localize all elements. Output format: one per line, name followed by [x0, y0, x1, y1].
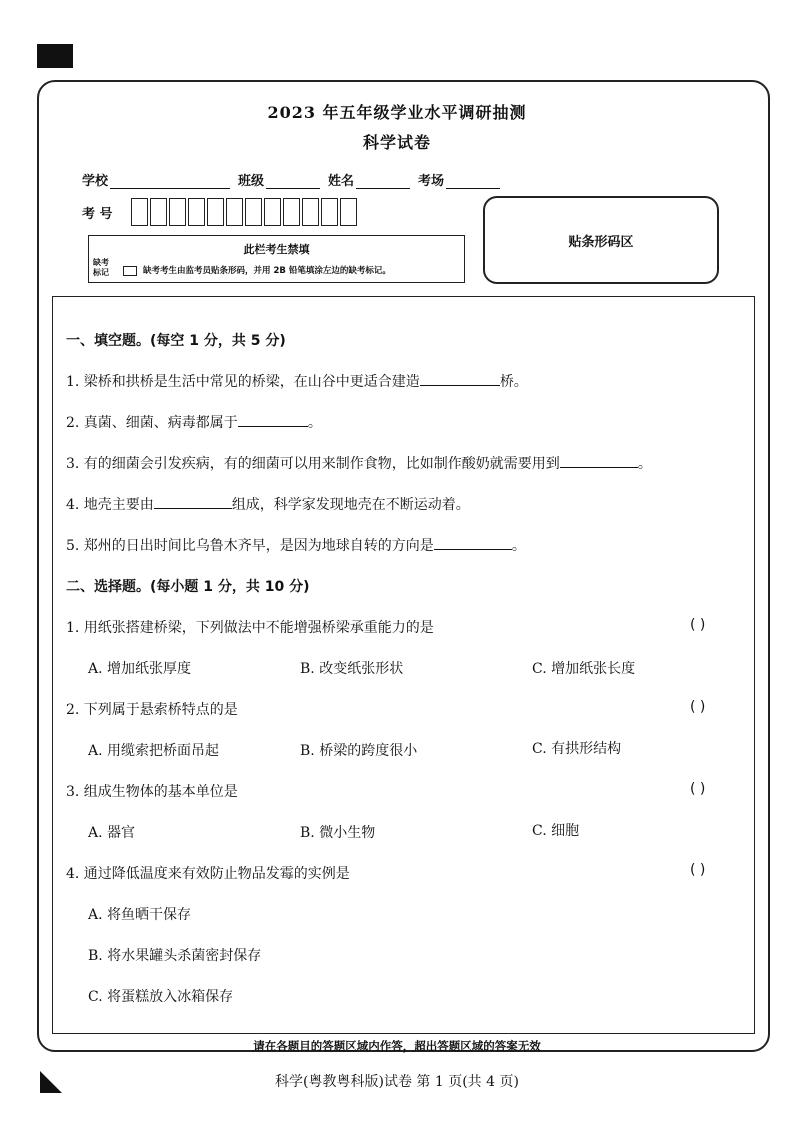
- name-field[interactable]: [356, 174, 410, 189]
- question-text: 组成，科学家发现地壳在不断运动着。: [231, 497, 470, 513]
- choice-option-c: C. 增加纸张长度: [532, 661, 636, 677]
- exam-number-cell[interactable]: [321, 198, 338, 226]
- exam-number-cell[interactable]: [226, 198, 243, 226]
- school-field[interactable]: [110, 174, 230, 189]
- choice-option-b: B. 桥梁的跨度很小: [300, 743, 418, 759]
- student-info-row: [82, 170, 508, 189]
- notice-box: [88, 235, 465, 283]
- exam-number-label: 考 号: [82, 206, 113, 222]
- exam-number-cell[interactable]: [150, 198, 167, 226]
- absent-checkbox[interactable]: [123, 266, 137, 276]
- answer-parenthesis[interactable]: ( ): [690, 699, 706, 715]
- page-footer: 科学(粤教粤科版)试卷 第 1 页(共 4 页): [275, 1074, 519, 1090]
- choice-option-b: B. 改变纸张形状: [300, 661, 404, 677]
- question-text: 。: [307, 415, 322, 431]
- fill-question-5: [66, 535, 526, 555]
- barcode-area: [483, 196, 719, 284]
- answer-blank[interactable]: [560, 453, 638, 468]
- fill-question-4: [66, 494, 470, 514]
- exam-number-cell[interactable]: [245, 198, 262, 226]
- exam-subtitle: 科学试卷: [362, 133, 431, 152]
- choice-option-a: A. 增加纸张厚度: [88, 661, 192, 677]
- choice-question-4-stem: 4. 通过降低温度来有效防止物品发霉的实例是: [66, 866, 350, 882]
- exam-number-cell[interactable]: [131, 198, 148, 226]
- answer-blank[interactable]: [434, 535, 512, 550]
- section2-heading: 二、选择题。(每小题 1 分，共 10 分): [66, 579, 310, 595]
- question-text: 4. 地壳主要由: [66, 497, 154, 513]
- answer-area-notice: 请在各题目的答题区域内作答，超出答题区域的答案无效: [253, 1039, 541, 1053]
- question-text: 。: [637, 456, 652, 472]
- answer-blank[interactable]: [420, 371, 500, 386]
- exam-number-cell[interactable]: [340, 198, 357, 226]
- name-label: 姓名: [328, 174, 355, 189]
- question-text: 1. 梁桥和拱桥是生活中常见的桥梁，在山谷中更适合建造: [66, 374, 420, 390]
- fill-question-1: [66, 371, 528, 391]
- school-label: 学校: [82, 174, 109, 189]
- exam-number-cell[interactable]: [169, 198, 186, 226]
- exam-number-cell[interactable]: [283, 198, 300, 226]
- question-text: 2. 真菌、细菌、病毒都属于: [66, 415, 238, 431]
- answer-parenthesis[interactable]: ( ): [690, 617, 706, 633]
- exam-title: 2023 年五年级学业水平调研抽测: [267, 103, 527, 122]
- question-text: 桥。: [499, 374, 528, 390]
- question-text: 5. 郑州的日出时间比乌鲁木齐早，是因为地球自转的方向是: [66, 538, 434, 554]
- exam-number-cell[interactable]: [264, 198, 281, 226]
- exam-number-boxes[interactable]: [131, 198, 359, 226]
- choice-option-a: A. 将鱼晒干保存: [88, 907, 192, 923]
- exam-number-cell[interactable]: [302, 198, 319, 226]
- question-text: 。: [511, 538, 526, 554]
- choice-option-c: C. 将蛋糕放入冰箱保存: [88, 989, 234, 1005]
- section1-heading: 一、填空题。(每空 1 分，共 5 分): [66, 333, 286, 349]
- fill-question-3: [66, 453, 652, 473]
- registration-mark-square: [37, 44, 73, 68]
- choice-option-c: C. 有拱形结构: [532, 741, 622, 757]
- exam-room-label: 考场: [418, 174, 445, 189]
- answer-blank[interactable]: [154, 494, 232, 509]
- exam-room-field[interactable]: [446, 174, 500, 189]
- barcode-label: 贴条形码区: [568, 234, 634, 250]
- choice-option-c: C. 细胞: [532, 823, 580, 839]
- class-label: 班级: [238, 174, 265, 189]
- choice-question-2-stem: 2. 下列属于悬索桥特点的是: [66, 702, 238, 718]
- fill-question-2: [66, 412, 322, 432]
- answer-parenthesis[interactable]: ( ): [690, 781, 706, 797]
- notice-text: 缺考考生由监考员贴条形码，并用 2B 铅笔填涂左边的缺考标记。: [143, 266, 391, 276]
- choice-question-3-stem: 3. 组成生物体的基本单位是: [66, 784, 238, 800]
- answer-blank[interactable]: [238, 412, 308, 427]
- choice-option-a: A. 用缆索把桥面吊起: [88, 743, 220, 759]
- answer-parenthesis[interactable]: ( ): [690, 862, 706, 878]
- class-field[interactable]: [266, 174, 320, 189]
- choice-option-b: B. 微小生物: [300, 825, 376, 841]
- notice-heading: 此栏考生禁填: [243, 243, 310, 256]
- question-text: 3. 有的细菌会引发疾病，有的细菌可以用来制作食物，比如制作酸奶就需要用到: [66, 456, 560, 472]
- choice-option-a: A. 器官: [88, 825, 136, 841]
- absent-mark-label: 缺考标记: [93, 258, 109, 277]
- choice-option-b: B. 将水果罐头杀菌密封保存: [88, 948, 262, 964]
- exam-number-cell[interactable]: [207, 198, 224, 226]
- exam-number-row: [82, 198, 359, 226]
- exam-number-cell[interactable]: [188, 198, 205, 226]
- choice-question-1-stem: 1. 用纸张搭建桥梁，下列做法中不能增强桥梁承重能力的是: [66, 620, 434, 636]
